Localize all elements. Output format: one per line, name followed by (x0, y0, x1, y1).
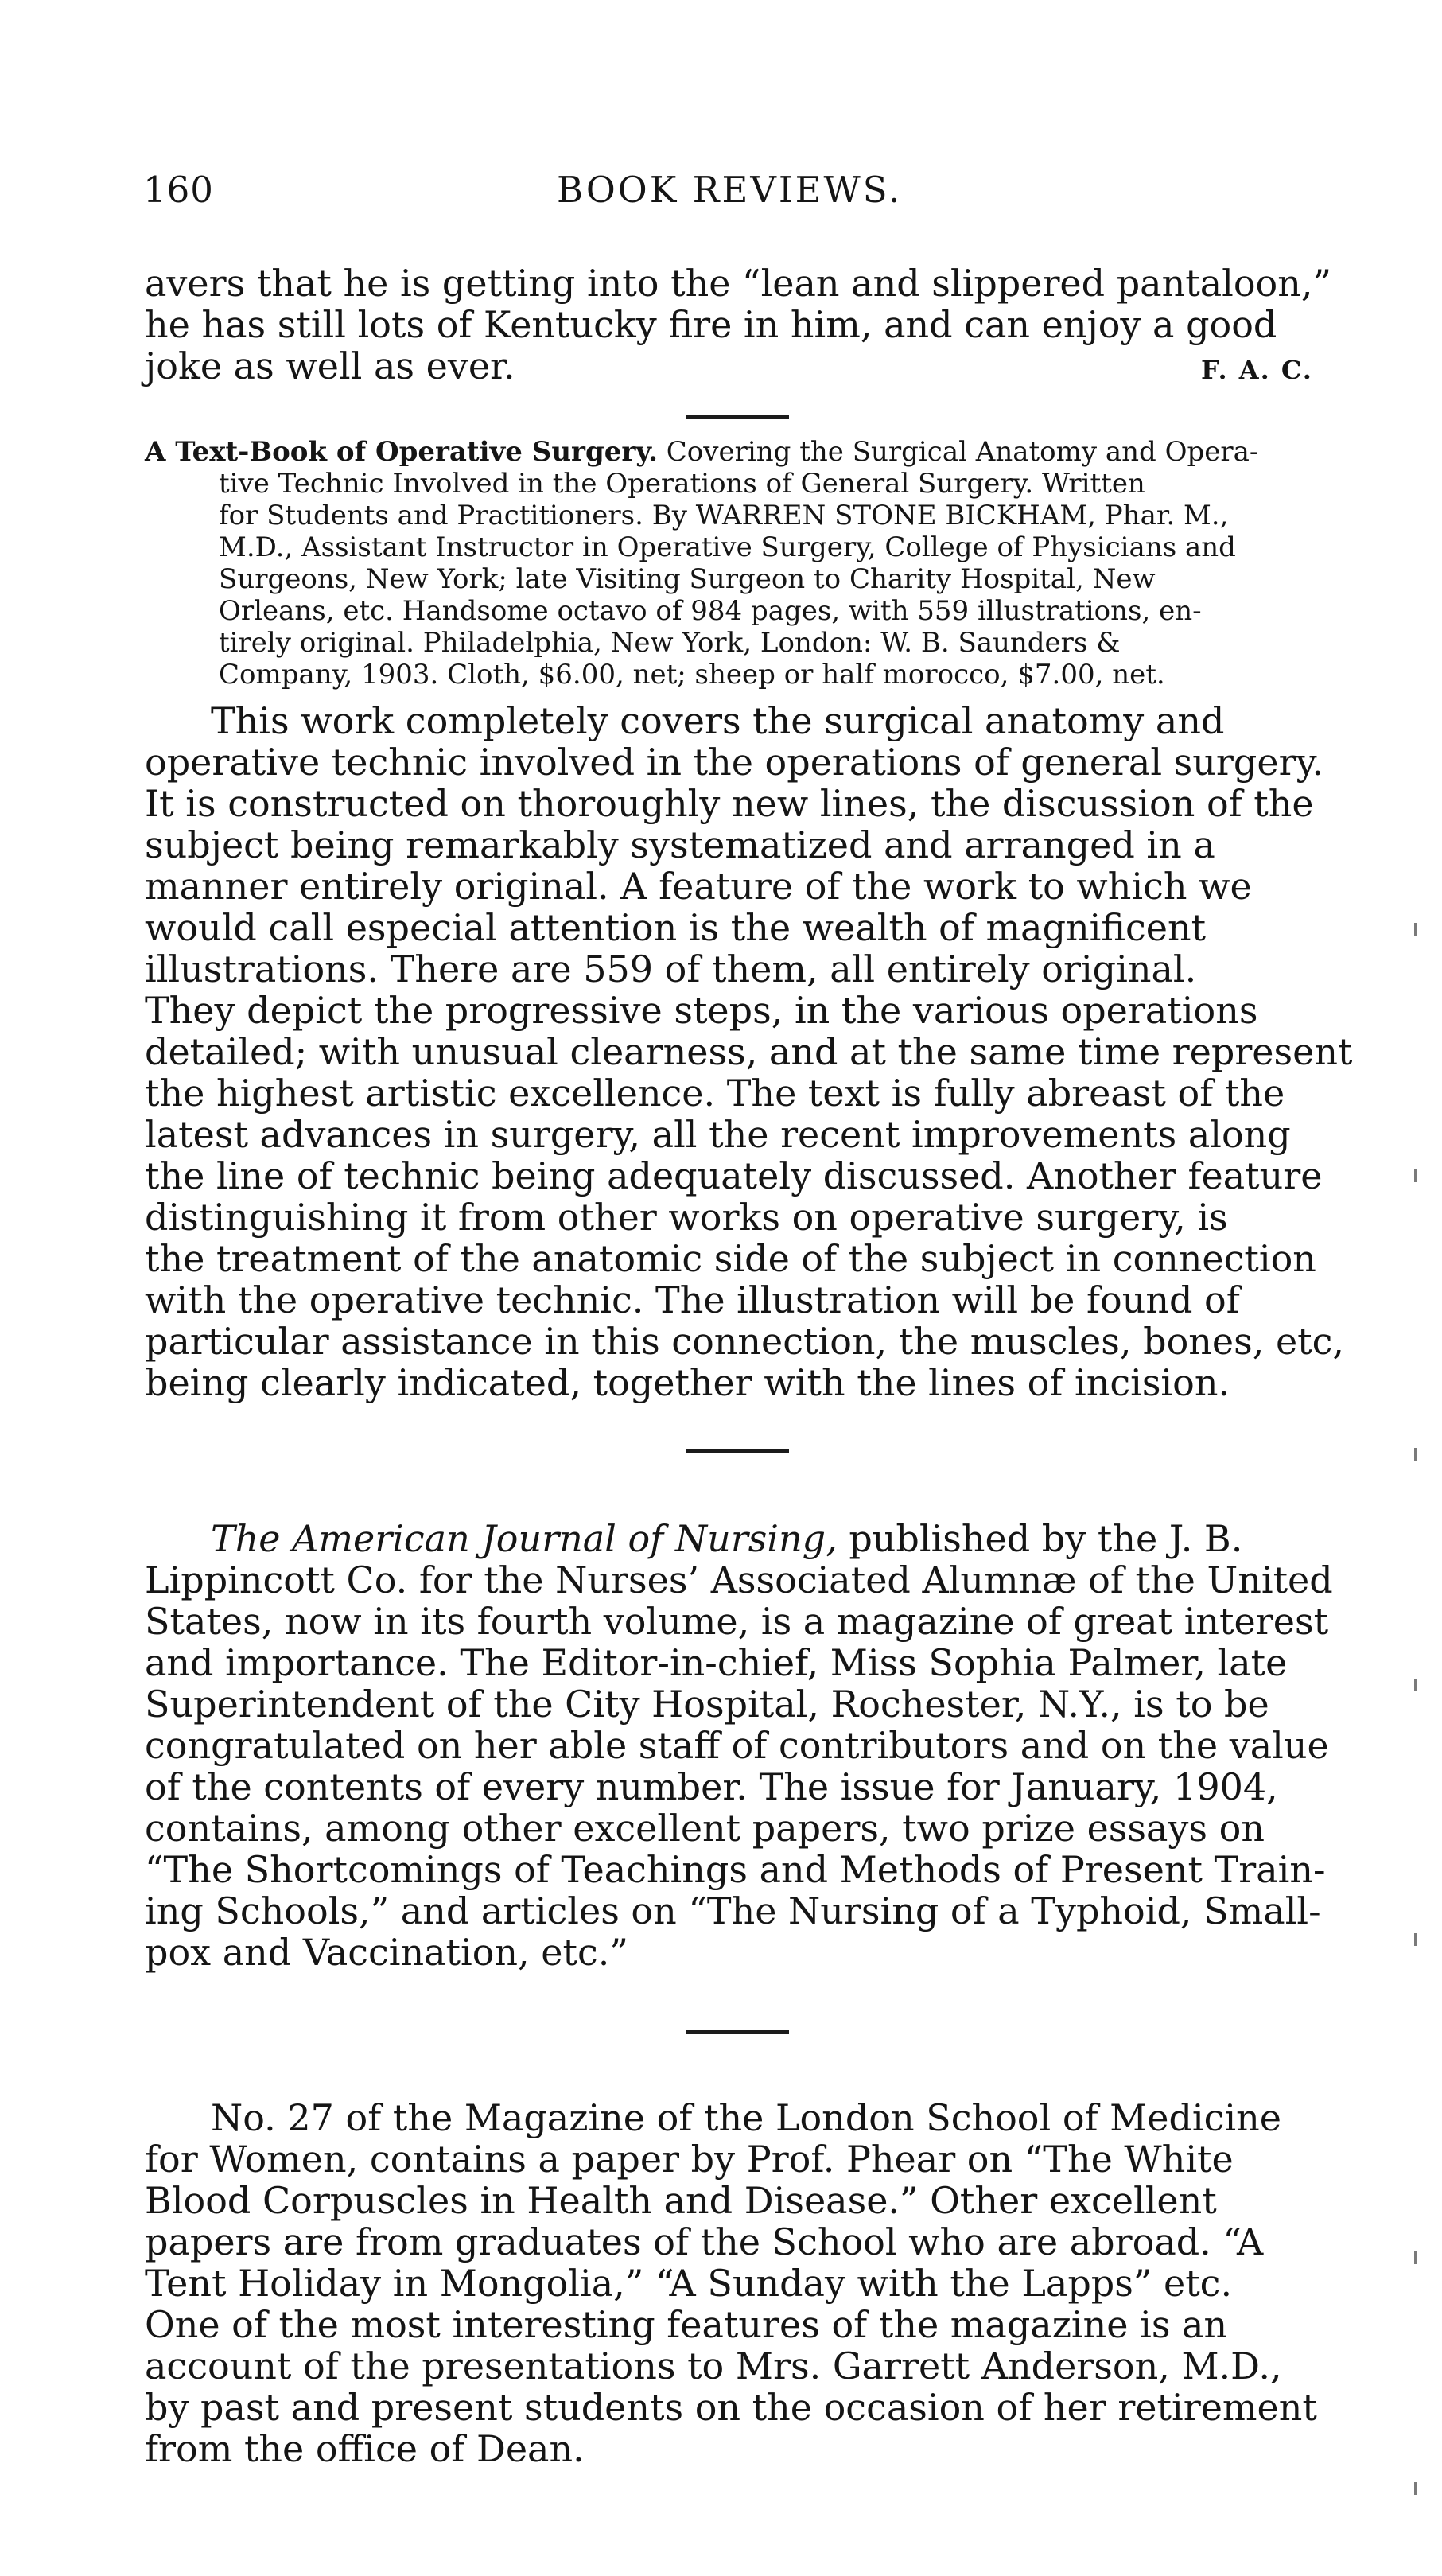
review-line: subject being remarkably systematized and arranged in a (145, 823, 1215, 866)
citation-first-line (145, 436, 1376, 468)
review-signature: F. A. C. (1201, 355, 1313, 385)
review-line: would call especial attention is the wealth of magnificent (145, 906, 1207, 949)
citation-line: tirely original. Philadelphia, New York, London: W. B. Saunders & (219, 627, 1121, 659)
section-divider (686, 415, 789, 419)
review-line: Tent Holiday in Mongolia,” “A Sunday with the Lapps” etc. (145, 2262, 1233, 2305)
opening-line: he has still lots of Kentucky fire in him, and can enjoy a good (145, 303, 1277, 346)
review-line: of the contents of every number. The issue for January, 1904, (145, 1765, 1278, 1808)
review-line: detailed; with unusual clearness, and at the same time represent (145, 1030, 1353, 1073)
edge-mark (1414, 1448, 1417, 1461)
journal-title: The American Journal of Nursing, (211, 1517, 838, 1560)
citation-line: Orleans, etc. Handsome octavo of 984 pages, with 559 illustrations, en- (219, 595, 1202, 627)
citation-line: M.D., Assistant Instructor in Operative Surgery, College of Physicians and (219, 531, 1236, 563)
review-line: with the operative technic. The illustration will be found of (145, 1278, 1240, 1321)
review-line: Lippincott Co. for the Nurses’ Associated Alumnæ of the United (145, 1558, 1333, 1601)
review-line: published by the J. B. (837, 1517, 1243, 1560)
review-line: the line of technic being adequately discussed. Another feature (145, 1154, 1323, 1197)
section-divider (686, 1449, 789, 1453)
citation-line: for Students and Practitioners. By WARREN STONE BICKHAM, Phar. M., (219, 500, 1229, 531)
review-line: from the office of Dean. (145, 2427, 585, 2470)
citation-line: tive Technic Involved in the Operations of General Surgery. Written (219, 468, 1145, 500)
review-line: congratulated on her able staff of contributors and on the value (145, 1724, 1329, 1767)
review-line: distinguishing it from other works on operative surgery, is (145, 1196, 1228, 1239)
review-line: illustrations. There are 559 of them, all entirely original. (145, 948, 1197, 990)
section-divider (686, 2030, 789, 2034)
review-line: No. 27 of the Magazine of the London School of Medicine (211, 2096, 1281, 2139)
review-line: contains, among other excellent papers, two prize essays on (145, 1807, 1265, 1850)
review-line: for Women, contains a paper by Prof. Phear on “The White (145, 2138, 1234, 2181)
edge-mark (1414, 923, 1417, 936)
page-number: 160 (143, 169, 214, 211)
running-head: BOOK REVIEWS. (557, 169, 903, 211)
edge-mark (1414, 1679, 1417, 1691)
review-line: by past and present students on the occasion of her retirement (145, 2386, 1317, 2429)
edge-mark (1414, 2251, 1417, 2264)
review-line: account of the presentations to Mrs. Garrett Anderson, M.D., (145, 2344, 1282, 2387)
review-line: the treatment of the anatomic side of the subject in connection (145, 1237, 1316, 1280)
page-edge-marks (1394, 64, 1442, 2530)
citation-line: Covering the Surgical Anatomy and Opera- (666, 436, 1259, 468)
review-line: It is constructed on thoroughly new lines, the discussion of the (145, 782, 1314, 825)
review-line: papers are from graduates of the School who are abroad. “A (145, 2220, 1264, 2263)
opening-line: joke as well as ever. (145, 344, 515, 387)
review-line: They depict the progressive steps, in the various operations (145, 989, 1258, 1032)
review-line: States, now in its fourth volume, is a magazine of great interest (145, 1600, 1329, 1643)
review-line: One of the most interesting features of the magazine is an (145, 2303, 1228, 2346)
review-line: Blood Corpuscles in Health and Disease.” Other excellent (145, 2179, 1217, 2222)
edge-mark (1414, 1933, 1417, 1946)
edge-mark (1414, 1169, 1417, 1182)
review-line: pox and Vaccination, etc.” (145, 1931, 628, 1974)
opening-line: avers that he is getting into the “lean and slippered pantaloon,” (145, 262, 1331, 305)
review-line: and importance. The Editor-in-chief, Miss Sophia Palmer, late (145, 1641, 1288, 1684)
edge-mark (1414, 2482, 1417, 2495)
nursing-review-first-line (211, 1518, 1442, 1559)
review-line: ing Schools,” and articles on “The Nursing of a Typhoid, Small- (145, 1889, 1321, 1932)
review-line: particular assistance in this connection, the muscles, bones, etc, (145, 1320, 1345, 1363)
citation-line: Surgeons, New York; late Visiting Surgeon to Charity Hospital, New (219, 563, 1156, 595)
review-line: being clearly indicated, together with the lines of incision. (145, 1361, 1230, 1404)
review-line: Superintendent of the City Hospital, Rochester, N.Y., is to be (145, 1683, 1269, 1726)
review-line: operative technic involved in the operations of general surgery. (145, 741, 1324, 784)
citation-line: Company, 1903. Cloth, $6.00, net; sheep or half morocco, $7.00, net. (219, 659, 1165, 691)
review-line: the highest artistic excellence. The text is fully abreast of the (145, 1072, 1285, 1115)
citation-book-title: A Text-Book of Operative Surgery. (145, 436, 658, 468)
review-line: manner entirely original. A feature of the work to which we (145, 865, 1252, 908)
review-line: “The Shortcomings of Teachings and Methods of Present Train- (145, 1848, 1326, 1891)
review-line: This work completely covers the surgical anatomy and (211, 699, 1225, 742)
page-header (143, 169, 1384, 224)
review-line: latest advances in surgery, all the recent improvements along (145, 1113, 1291, 1156)
